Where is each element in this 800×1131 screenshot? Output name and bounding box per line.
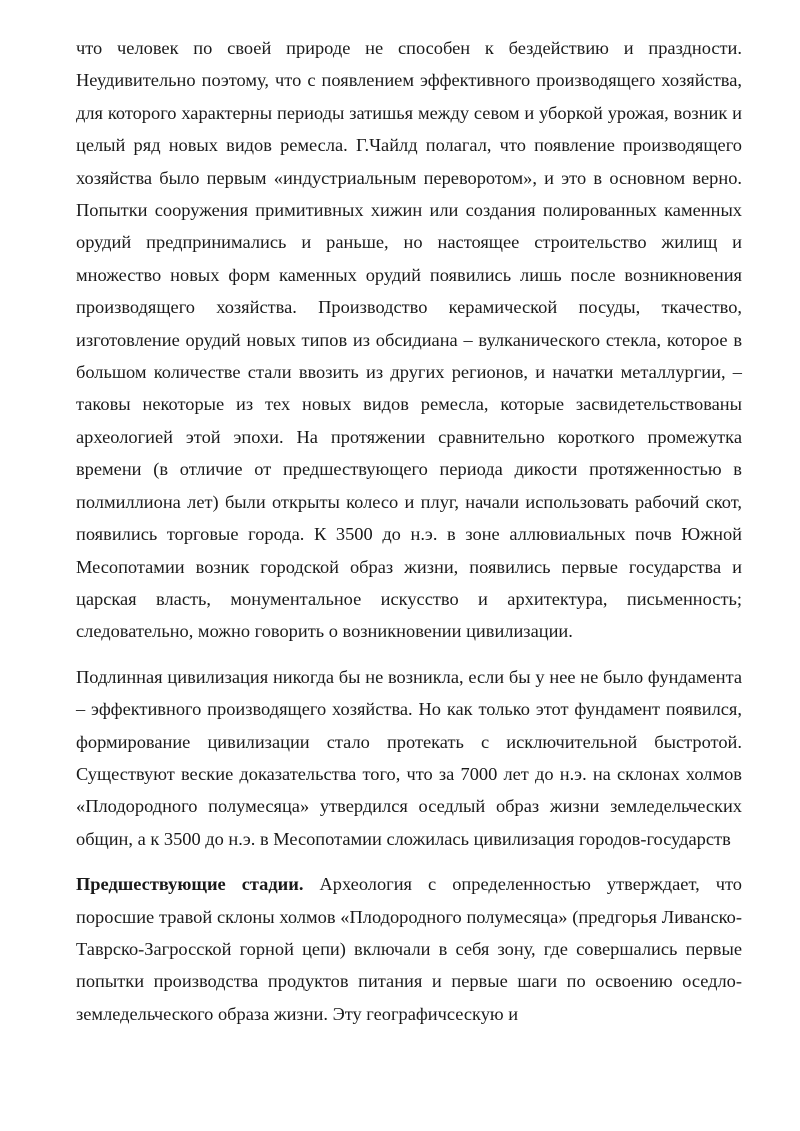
document-page — [76, 32, 742, 1030]
paragraph-3 — [76, 868, 742, 1030]
paragraph-3-text: Археология с определенностью утверждает, что поросшие травой склоны холмов «Плодородного полумесяца» (предгорья Ливанско-Таврско-Загросской горной цепи) включали в себя зону, где совершались первые попытки производства продуктов питания и первые шаги по освоению оседло-земледельческого образа жизни. Эту географичсескую и — [76, 874, 742, 1024]
paragraph-1 — [76, 32, 742, 648]
paragraph-2 — [76, 661, 742, 855]
section-heading-predecessor-stages: Предшествующие стадии. — [76, 874, 304, 895]
paragraph-2-text: Подлинная цивилизация никогда бы не возникла, если бы у нее не было фундамента – эффективного производящего хозяйства. Но как только этот фундамент появился, формирование цивилизации стало протекать с исключительной быстротой. Существуют веские доказательства того, что за 7000 лет до н.э. на склонах холмов «Плодородного полумесяца» утвердился оседлый образ жизни земледельческих общин, а к 3500 до н.э. в Месопотамии сложилась цивилизация городов-государств — [76, 666, 742, 849]
paragraph-1-text: что человек по своей природе не способен к бездействию и праздности. Неудивительно поэтому, что с появлением эффективного производящего хозяйства, для которого характерны периоды затишья между севом и уборкой урожая, возник и целый ряд новых видов ремесла. Г.Чайлд полагал, что появление производящего хозяйства было первым «индустриальным переворотом», и это в основном верно. Попытки сооружения примитивных хижин или создания полированных каменных орудий предпринимались и раньше, но настоящее строительство жилищ и множество новых форм каменных орудий появились лишь после возникновения производящего хозяйства. Производство керамической посуды, ткачество, изготовление орудий новых типов из обсидиана – вулканического стекла, которое в большом количестве стали ввозить из других регионов, и начатки металлургии, – таковы некоторые из тех новых видов ремесла, которые засвидетельствованы археологией этой эпохи. На протяжении сравнительно короткого промежутка времени (в отличие от предшествующего периода дикости протяженностью в полмиллиона лет) были открыты колесо и плуг, начали использовать рабочий скот, появились торговые города. К 3500 до н.э. в зоне аллювиальных почв Южной Месопотамии возник городской образ жизни, появились первые государства и царская власть, монументальное искусство и архитектура, письменность; следовательно, можно говорить о возникновении цивилизации. — [76, 38, 742, 642]
